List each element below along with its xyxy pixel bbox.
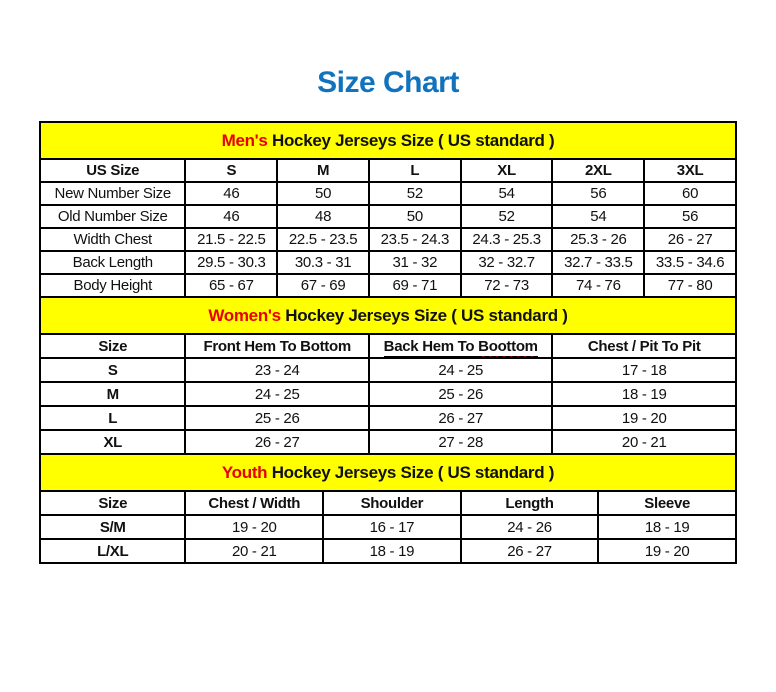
underlined-header-text: Back Hem To Boottom bbox=[384, 338, 538, 358]
mens-value-4-3: 69 - 71 bbox=[369, 274, 461, 297]
mens-value-0-1: 46 bbox=[185, 182, 277, 205]
womens-row-1 bbox=[40, 382, 736, 406]
youth-row-label-0: S/M bbox=[40, 515, 185, 539]
womens-value-1-2: 25 - 26 bbox=[369, 382, 553, 406]
mens-value-1-5: 54 bbox=[552, 205, 644, 228]
youth-value-0-2: 16 - 17 bbox=[323, 515, 461, 539]
womens-value-3-2: 27 - 28 bbox=[369, 430, 553, 454]
mens-value-2-6: 26 - 27 bbox=[644, 228, 736, 251]
womens-row-label-2: L bbox=[40, 406, 185, 430]
youth-value-1-4: 19 - 20 bbox=[598, 539, 736, 563]
mens-value-2-1: 21.5 - 22.5 bbox=[185, 228, 277, 251]
womens-value-2-2: 26 - 27 bbox=[369, 406, 553, 430]
mens-row-label-3: Back Length bbox=[40, 251, 185, 274]
youth-col-header-1: Chest / Width bbox=[185, 491, 323, 515]
mens-value-4-6: 77 - 80 bbox=[644, 274, 736, 297]
mens-value-3-5: 32.7 - 33.5 bbox=[552, 251, 644, 274]
mens-banner-row bbox=[40, 122, 736, 159]
page-title: Size Chart bbox=[317, 66, 459, 99]
mens-col-header-3: L bbox=[369, 159, 461, 182]
youth-row-1 bbox=[40, 539, 736, 563]
mens-value-0-2: 50 bbox=[277, 182, 369, 205]
mens-value-4-5: 74 - 76 bbox=[552, 274, 644, 297]
youth-value-0-3: 24 - 26 bbox=[461, 515, 599, 539]
mens-row-3 bbox=[40, 251, 736, 274]
mens-size-table bbox=[39, 121, 737, 298]
mens-value-2-4: 24.3 - 25.3 bbox=[461, 228, 553, 251]
womens-header-row bbox=[40, 334, 736, 358]
mens-col-header-4: XL bbox=[461, 159, 553, 182]
youth-col-header-4: Sleeve bbox=[598, 491, 736, 515]
womens-col-header-0: Size bbox=[40, 334, 185, 358]
mens-row-label-2: Width Chest bbox=[40, 228, 185, 251]
mens-value-0-3: 52 bbox=[369, 182, 461, 205]
mens-row-4 bbox=[40, 274, 736, 297]
mens-value-1-6: 56 bbox=[644, 205, 736, 228]
womens-value-1-1: 24 - 25 bbox=[185, 382, 369, 406]
womens-banner-row bbox=[40, 297, 736, 334]
womens-row-label-3: XL bbox=[40, 430, 185, 454]
mens-section-banner: Men's Hockey Jerseys Size ( US standard ) bbox=[40, 122, 736, 159]
mens-col-header-1: S bbox=[185, 159, 277, 182]
youth-value-1-3: 26 - 27 bbox=[461, 539, 599, 563]
womens-row-label-1: M bbox=[40, 382, 185, 406]
youth-banner-highlight: Youth bbox=[221, 462, 268, 482]
misspelled-word: Boottom bbox=[478, 337, 538, 355]
mens-value-1-4: 52 bbox=[461, 205, 553, 228]
mens-value-2-5: 25.3 - 26 bbox=[552, 228, 644, 251]
youth-col-header-2: Shoulder bbox=[323, 491, 461, 515]
womens-value-1-3: 18 - 19 bbox=[552, 382, 736, 406]
mens-value-3-4: 32 - 32.7 bbox=[461, 251, 553, 274]
youth-section-banner: Youth Hockey Jerseys Size ( US standard ) bbox=[40, 454, 736, 491]
mens-row-label-0: New Number Size bbox=[40, 182, 185, 205]
womens-col-header-2 bbox=[369, 334, 553, 358]
mens-value-4-4: 72 - 73 bbox=[461, 274, 553, 297]
mens-row-1 bbox=[40, 205, 736, 228]
womens-row-0 bbox=[40, 358, 736, 382]
youth-header-row bbox=[40, 491, 736, 515]
womens-value-0-3: 17 - 18 bbox=[552, 358, 736, 382]
womens-row-2 bbox=[40, 406, 736, 430]
mens-value-0-6: 60 bbox=[644, 182, 736, 205]
mens-banner-highlight: Men's bbox=[221, 130, 268, 150]
mens-value-0-4: 54 bbox=[461, 182, 553, 205]
mens-value-0-5: 56 bbox=[552, 182, 644, 205]
youth-col-header-3: Length bbox=[461, 491, 599, 515]
size-chart-page bbox=[39, 66, 737, 564]
youth-value-1-1: 20 - 21 bbox=[185, 539, 323, 563]
mens-value-3-6: 33.5 - 34.6 bbox=[644, 251, 736, 274]
womens-size-table bbox=[39, 296, 737, 455]
mens-row-0 bbox=[40, 182, 736, 205]
mens-col-header-6: 3XL bbox=[644, 159, 736, 182]
mens-value-3-3: 31 - 32 bbox=[369, 251, 461, 274]
mens-col-header-0: US Size bbox=[40, 159, 185, 182]
womens-value-2-1: 25 - 26 bbox=[185, 406, 369, 430]
womens-value-3-1: 26 - 27 bbox=[185, 430, 369, 454]
womens-section-banner: Women's Hockey Jerseys Size ( US standard ) bbox=[40, 297, 736, 334]
mens-value-1-2: 48 bbox=[277, 205, 369, 228]
youth-banner-row bbox=[40, 454, 736, 491]
womens-value-0-1: 23 - 24 bbox=[185, 358, 369, 382]
mens-row-label-4: Body Height bbox=[40, 274, 185, 297]
mens-value-1-3: 50 bbox=[369, 205, 461, 228]
youth-value-0-4: 18 - 19 bbox=[598, 515, 736, 539]
womens-banner-highlight: Women's bbox=[208, 305, 281, 325]
mens-col-header-5: 2XL bbox=[552, 159, 644, 182]
womens-value-2-3: 19 - 20 bbox=[552, 406, 736, 430]
mens-value-2-2: 22.5 - 23.5 bbox=[277, 228, 369, 251]
womens-row-label-0: S bbox=[40, 358, 185, 382]
mens-row-label-1: Old Number Size bbox=[40, 205, 185, 228]
size-tables-container bbox=[39, 121, 737, 564]
womens-value-3-3: 20 - 21 bbox=[552, 430, 736, 454]
womens-row-3 bbox=[40, 430, 736, 454]
mens-value-3-2: 30.3 - 31 bbox=[277, 251, 369, 274]
mens-row-2 bbox=[40, 228, 736, 251]
mens-value-1-1: 46 bbox=[185, 205, 277, 228]
youth-col-header-0: Size bbox=[40, 491, 185, 515]
youth-row-0 bbox=[40, 515, 736, 539]
womens-value-0-2: 24 - 25 bbox=[369, 358, 553, 382]
mens-value-4-2: 67 - 69 bbox=[277, 274, 369, 297]
youth-size-table bbox=[39, 453, 737, 564]
womens-col-header-3: Chest / Pit To Pit bbox=[552, 334, 736, 358]
mens-value-2-3: 23.5 - 24.3 bbox=[369, 228, 461, 251]
youth-value-0-1: 19 - 20 bbox=[185, 515, 323, 539]
mens-value-3-1: 29.5 - 30.3 bbox=[185, 251, 277, 274]
mens-col-header-2: M bbox=[277, 159, 369, 182]
youth-row-label-1: L/XL bbox=[40, 539, 185, 563]
womens-col-header-1: Front Hem To Bottom bbox=[185, 334, 369, 358]
mens-value-4-1: 65 - 67 bbox=[185, 274, 277, 297]
mens-header-row bbox=[40, 159, 736, 182]
youth-value-1-2: 18 - 19 bbox=[323, 539, 461, 563]
